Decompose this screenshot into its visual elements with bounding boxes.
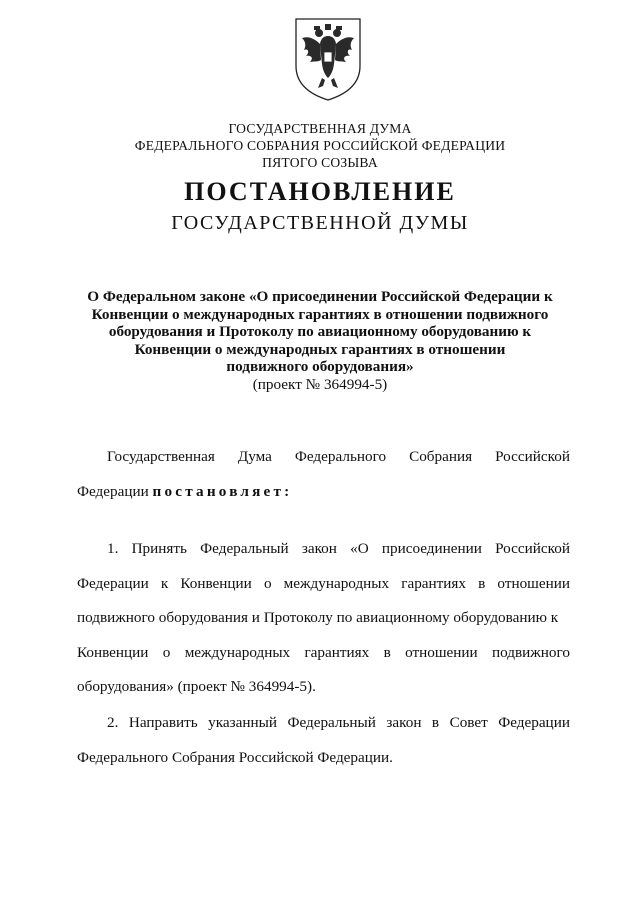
word: Совет bbox=[449, 714, 488, 731]
word: 2. bbox=[107, 714, 119, 731]
word: о bbox=[162, 643, 171, 661]
preamble-line-1 bbox=[77, 440, 570, 475]
subject-line-3: оборудования и Протоколу по авиационному оборудованию к bbox=[108, 323, 532, 340]
org-line-2: ФЕДЕРАЛЬНОГО СОБРАНИЯ РОССИЙСКОЙ ФЕДЕРАЦИИ bbox=[134, 138, 506, 153]
word: Федеральный bbox=[200, 540, 289, 557]
word: о bbox=[263, 574, 272, 592]
subject-line-5: подвижного оборудования» bbox=[226, 358, 414, 375]
word: Федерального bbox=[294, 448, 387, 465]
word: Конвенции bbox=[180, 574, 252, 592]
subject-line-1: О Федеральном законе «О присоединении Российской Федерации к bbox=[87, 288, 553, 305]
word: закон bbox=[301, 540, 337, 557]
word: подвижного bbox=[491, 643, 570, 661]
word: к bbox=[160, 574, 169, 592]
item2-line-1 bbox=[77, 706, 570, 741]
org-line-1: ГОСУДАРСТВЕННАЯ ДУМА bbox=[228, 121, 412, 136]
preamble-line-2-start: Федерации bbox=[77, 482, 149, 500]
item2-line-2: Федерального Собрания Российской Федерации. bbox=[77, 748, 393, 766]
word: Российской bbox=[495, 540, 570, 557]
item1-line-2 bbox=[77, 567, 570, 602]
word: отношении bbox=[405, 643, 478, 661]
word: международных bbox=[283, 574, 390, 592]
word: Принять bbox=[131, 540, 187, 557]
resolution-verb: постановляет: bbox=[152, 482, 293, 500]
word: в bbox=[383, 643, 391, 661]
word: гарантиях bbox=[304, 643, 370, 661]
item1-line-1 bbox=[77, 532, 570, 567]
item1-line-4 bbox=[77, 636, 570, 671]
resolution-item-2 bbox=[77, 706, 570, 775]
resolution-subject bbox=[0, 288, 640, 393]
word: Федерации bbox=[77, 574, 149, 592]
org-line-3: ПЯТОГО СОЗЫВА bbox=[262, 155, 378, 170]
word: Федерации bbox=[498, 714, 570, 731]
word: в bbox=[431, 714, 440, 731]
item1-line-3: подвижного оборудования и Протоколу по авиационному оборудованию к bbox=[77, 609, 559, 626]
word: гарантиях bbox=[401, 574, 466, 592]
document-subtitle: ГОСУДАРСТВЕННОЙ ДУМЫ bbox=[171, 212, 469, 234]
word: указанный bbox=[208, 714, 277, 731]
word: в bbox=[478, 574, 486, 592]
double-headed-eagle-icon bbox=[292, 16, 364, 102]
word: присоединении bbox=[381, 540, 482, 557]
word: Конвенции bbox=[77, 643, 149, 661]
word: Государственная bbox=[107, 448, 215, 465]
issuing-body bbox=[0, 120, 640, 171]
resolution-item-1 bbox=[77, 532, 570, 705]
word: отношении bbox=[497, 574, 570, 592]
subject-line-2: Конвенции о международных гарантиях в отношении подвижного bbox=[91, 305, 549, 323]
preamble-line-2 bbox=[77, 475, 570, 510]
word: Дума bbox=[237, 448, 272, 465]
word: закон bbox=[386, 714, 422, 731]
draft-number: (проект № 364994-5) bbox=[252, 375, 388, 393]
word: 1. bbox=[107, 540, 119, 557]
item1-line-5: оборудования» (проект № 364994-5). bbox=[77, 678, 316, 695]
preamble-paragraph bbox=[77, 440, 570, 509]
document-title: ПОСТАНОВЛЕНИЕ bbox=[184, 177, 456, 206]
subject-line-4: Конвенции о международных гарантиях в отношении bbox=[134, 340, 506, 358]
word: Собрания bbox=[409, 448, 473, 465]
word: Российской bbox=[495, 448, 570, 465]
word: Направить bbox=[128, 714, 198, 731]
word: «О bbox=[350, 540, 369, 557]
word: Федеральный bbox=[287, 714, 376, 731]
word: международных bbox=[184, 643, 291, 661]
